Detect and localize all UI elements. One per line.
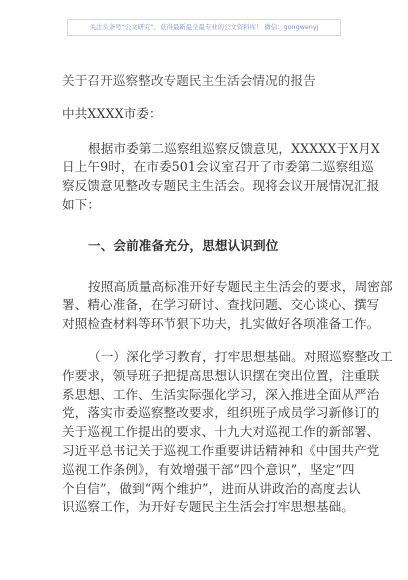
paragraph-preparation <box>62 278 393 334</box>
paragraph-line: 根据市委第二巡察组巡察反馈意见，XXXXX于X月X <box>88 140 380 156</box>
paragraph-line: 个自信”，做到“两个维护”，进而从讲政治的高度去认 <box>62 480 361 496</box>
paragraph-line: 巡视工作条例》，有效增强干部“四个意识”，坚定“四 <box>62 461 355 477</box>
salutation: 中共XXXX市委： <box>62 105 162 121</box>
paragraph-line: 察反馈意见整改专题民主生活会。现将会议开展情况汇报 <box>62 178 380 194</box>
paragraph-line: 署、精心准备，在学习研讨、查找问题、交心谈心、撰写 <box>62 297 380 313</box>
paragraph-line: 习近平总书记关于巡视工作重要讲话精神和《中国共产党 <box>62 442 380 458</box>
paragraph-study <box>62 348 393 517</box>
paragraph-line: 日上午9时，在市委501会议室召开了市委第二巡察组巡 <box>62 159 374 175</box>
document-title: 关于召开巡察整改专题民主生活会情况的报告 <box>62 73 316 88</box>
paragraph-line: （一）深化学习教育，打牢思想基础。对照巡察整改工 <box>88 348 393 364</box>
paragraph-line: 识巡察工作，为开好专题民主生活会打牢思想基础。 <box>62 499 354 515</box>
paragraph-line: 系思想、工作、生活实际强化学习，深入推进全面从严治 <box>62 386 380 402</box>
paragraph-line: 关于巡视工作提出的要求、十九大对巡视工作的新部署、 <box>62 424 380 440</box>
paragraph-intro <box>62 140 380 215</box>
document-body <box>62 72 393 517</box>
paragraph-line: 作要求，领导班子把提高思想认识摆在突出位置，注重联 <box>62 367 380 383</box>
section-heading: 一、会前准备充分，思想认识到位 <box>88 237 279 253</box>
paragraph-line: 党，落实市委巡察整改要求，组织班子成员学习新修订的 <box>62 405 380 421</box>
paragraph-line: 如下： <box>62 196 101 212</box>
paragraph-line: 对照检查材料等环节狠下功夫，扎实做好各项准备工作。 <box>62 316 380 332</box>
promo-banner: 关注头条号“公文研究”，获得最新最全最专业的公文资料库！ 微信：gongwenyj <box>67 19 341 36</box>
paragraph-line: 按照高质量高标准开好专题民主生活会的要求，周密部 <box>88 278 393 294</box>
